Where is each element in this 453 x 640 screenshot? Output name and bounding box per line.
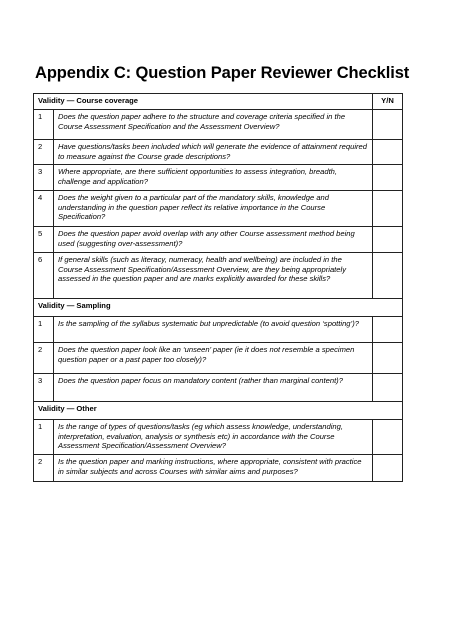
item-number: 3 <box>34 374 54 402</box>
item-question: Is the question paper and marking instructions, where appropriate, consistent with practice in similar subjects and across Courses with similar aims and purposes? <box>54 455 373 482</box>
item-number: 4 <box>34 191 54 227</box>
item-question: Does the question paper avoid overlap with any other Course assessment method being used (suggesting over-assessment)? <box>54 227 373 253</box>
item-number: 3 <box>34 165 54 191</box>
item-number: 1 <box>34 317 54 343</box>
yn-answer-cell[interactable] <box>373 374 403 402</box>
item-number: 6 <box>34 253 54 299</box>
item-question: If general skills (such as literacy, numeracy, health and wellbeing) are included in the Course Assessment Specification/Assessment Overview, are they being appropriately assessed in the question paper and are marks explicitly awarded for these skills? <box>54 253 373 299</box>
checklist-row <box>34 343 403 374</box>
item-number: 1 <box>34 420 54 455</box>
yn-column-header: Y/N <box>373 94 403 110</box>
item-question: Does the question paper focus on mandatory content (rather than marginal content)? <box>54 374 373 402</box>
checklist-row <box>34 253 403 299</box>
yn-answer-cell[interactable] <box>373 110 403 140</box>
yn-answer-cell[interactable] <box>373 343 403 374</box>
yn-answer-cell[interactable] <box>373 140 403 165</box>
item-question: Does the question paper look like an ‘unseen’ paper (ie it does not resemble a specimen question paper or a past paper too closely)? <box>54 343 373 374</box>
item-question: Is the range of types of questions/tasks (eg which assess knowledge, understanding, interpretation, evaluation, analysis or synthesis etc) in accordance with the Course Assessment Specification/Assessment Overview? <box>54 420 373 455</box>
checklist-row <box>34 374 403 402</box>
yn-answer-cell[interactable] <box>373 455 403 482</box>
yn-answer-cell[interactable] <box>373 227 403 253</box>
checklist-row <box>34 227 403 253</box>
section-heading: Validity — Sampling <box>34 299 403 317</box>
yn-answer-cell[interactable] <box>373 253 403 299</box>
checklist-row <box>34 317 403 343</box>
checklist-row <box>34 420 403 455</box>
section-heading: Validity — Other <box>34 402 403 420</box>
yn-answer-cell[interactable] <box>373 165 403 191</box>
yn-answer-cell[interactable] <box>373 191 403 227</box>
section-header-course-coverage <box>34 94 403 110</box>
yn-answer-cell[interactable] <box>373 420 403 455</box>
item-number: 2 <box>34 140 54 165</box>
item-number: 2 <box>34 343 54 374</box>
item-number: 1 <box>34 110 54 140</box>
section-header-sampling <box>34 299 403 317</box>
item-question: Have questions/tasks been included which will generate the evidence of attainment required to measure against the Course grade descriptions? <box>54 140 373 165</box>
item-question: Does the weight given to a particular part of the mandatory skills, knowledge and understanding in the question paper reflect its relative importance in the Course Specification? <box>54 191 373 227</box>
page-title: Appendix C: Question Paper Reviewer Checklist <box>35 64 410 82</box>
reviewer-checklist-table <box>33 93 403 482</box>
checklist-row <box>34 165 403 191</box>
item-question: Where appropriate, are there sufficient opportunities to assess integration, breadth, challenge and application? <box>54 165 373 191</box>
item-question: Is the sampling of the syllabus systematic but unpredictable (to avoid question ‘spotting’)? <box>54 317 373 343</box>
checklist-row <box>34 455 403 482</box>
checklist-row <box>34 110 403 140</box>
section-heading: Validity — Course coverage <box>34 94 373 110</box>
section-header-other <box>34 402 403 420</box>
yn-answer-cell[interactable] <box>373 317 403 343</box>
checklist-row <box>34 140 403 165</box>
item-number: 5 <box>34 227 54 253</box>
item-number: 2 <box>34 455 54 482</box>
checklist-row <box>34 191 403 227</box>
item-question: Does the question paper adhere to the structure and coverage criteria specified in the Course Assessment Specification and the Assessment Overview? <box>54 110 373 140</box>
